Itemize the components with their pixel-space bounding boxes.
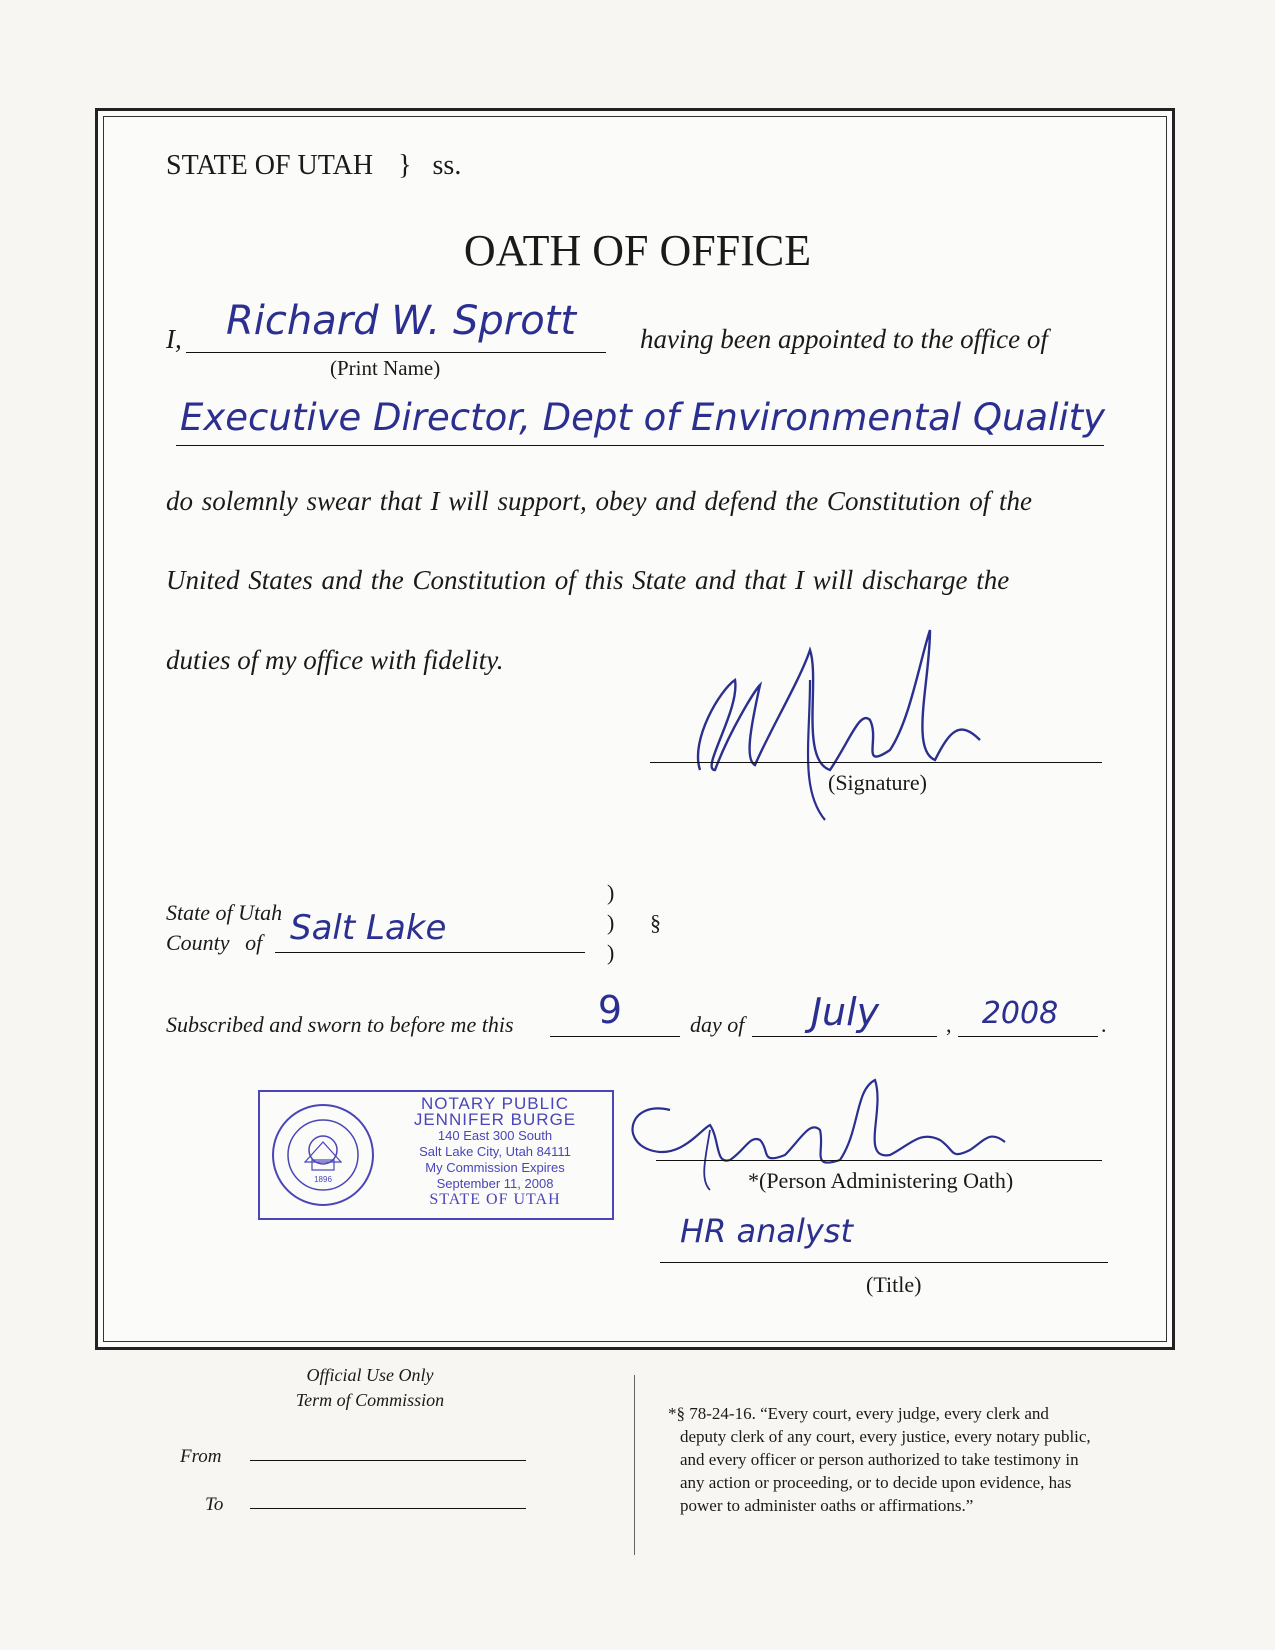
county-field[interactable]: Salt Lake <box>290 908 447 948</box>
stamp-street: 140 East 300 South <box>437 1128 553 1143</box>
day-of-label: day of <box>690 1012 745 1037</box>
print-name-field[interactable]: Richard W. Sprott <box>225 298 577 344</box>
statute-line-5: power to administer oaths or affirmations.” <box>680 1496 974 1515</box>
statute-note <box>668 1402 1091 1517</box>
year-comma: , <box>946 1012 952 1037</box>
section-divider <box>634 1375 635 1555</box>
page-title: OATH OF OFFICE <box>463 226 812 275</box>
jurat-period: . <box>1101 1012 1107 1037</box>
official-use-heading: Official Use Only <box>306 1365 434 1385</box>
stamp-name: JENNIFER BURGE <box>413 1110 577 1129</box>
month-field[interactable]: July <box>810 990 880 1034</box>
jurat-prefix: Subscribed and sworn to before me this <box>166 1012 514 1037</box>
section-symbol: § <box>650 910 661 935</box>
ss-label: ss. <box>432 150 462 181</box>
print-name-line <box>186 352 606 353</box>
office-field[interactable]: Executive Director, Dept of Environmental Quality <box>180 396 1106 439</box>
signature-caption: (Signature) <box>828 770 927 795</box>
svg-text:1896: 1896 <box>314 1175 332 1184</box>
day-line <box>550 1036 680 1037</box>
brace: } <box>398 150 412 181</box>
county-word: County <box>166 930 230 955</box>
title-field[interactable]: HR analyst <box>680 1212 854 1250</box>
statute-line-2: deputy clerk of any court, every justice, every notary public, <box>680 1427 1091 1446</box>
statute-line-1: *§ 78-24-16. “Every court, every judge, every clerk and <box>668 1404 1049 1423</box>
signature-line <box>650 762 1102 763</box>
oath-body-line-3: duties of my office with fidelity. <box>166 645 504 675</box>
stamp-expires-date: September 11, 2008 <box>436 1176 554 1191</box>
term-of-commission-heading: Term of Commission <box>295 1390 445 1410</box>
print-name-caption: (Print Name) <box>330 356 441 380</box>
of-word: of <box>245 930 263 955</box>
pronoun: I, <box>166 324 182 354</box>
to-field[interactable] <box>250 1508 526 1509</box>
county-line <box>275 952 585 953</box>
year-line <box>958 1036 1098 1037</box>
from-label: From <box>180 1446 222 1467</box>
year-field[interactable]: 2008 <box>981 996 1059 1031</box>
month-line <box>752 1036 937 1037</box>
notary-stamp <box>258 1090 614 1220</box>
title-caption: (Title) <box>866 1272 922 1297</box>
oath-body-line-2: United States and the Constitution of this State and that I will discharge the <box>166 565 1010 595</box>
statute-line-4: any action or proceeding, or to decide upon evidence, has <box>680 1473 1072 1492</box>
statute-line-3: and every officer or person authorized to take testimony in <box>680 1450 1079 1469</box>
office-line <box>176 445 1104 446</box>
administrator-caption: *(Person Administering Oath) <box>748 1168 1014 1193</box>
stamp-title: NOTARY PUBLIC <box>420 1094 570 1113</box>
from-field[interactable] <box>250 1460 526 1461</box>
venue-header <box>166 150 461 182</box>
day-field[interactable]: 9 <box>597 988 623 1032</box>
state-seal-icon <box>270 1102 376 1208</box>
signature-scribble <box>660 620 1000 830</box>
administrator-signature-line <box>656 1160 1102 1161</box>
title-line <box>660 1262 1108 1263</box>
venue-parens: ) ) ) <box>607 880 615 965</box>
oath-body-line-1: do solemnly swear that I will support, obey and defend the Constitution of the <box>166 486 1032 516</box>
stamp-state: STATE OF UTAH <box>429 1191 561 1208</box>
stamp-expires-label: My Commission Expires <box>425 1160 565 1175</box>
stamp-city: Salt Lake City, Utah 84111 <box>419 1144 571 1159</box>
to-label: To <box>205 1494 224 1515</box>
venue-state-label: State of Utah <box>166 900 283 925</box>
appointed-text: having been appointed to the office of <box>640 324 1048 354</box>
state-heading: STATE OF UTAH <box>166 150 374 181</box>
venue-county-label <box>166 930 262 956</box>
